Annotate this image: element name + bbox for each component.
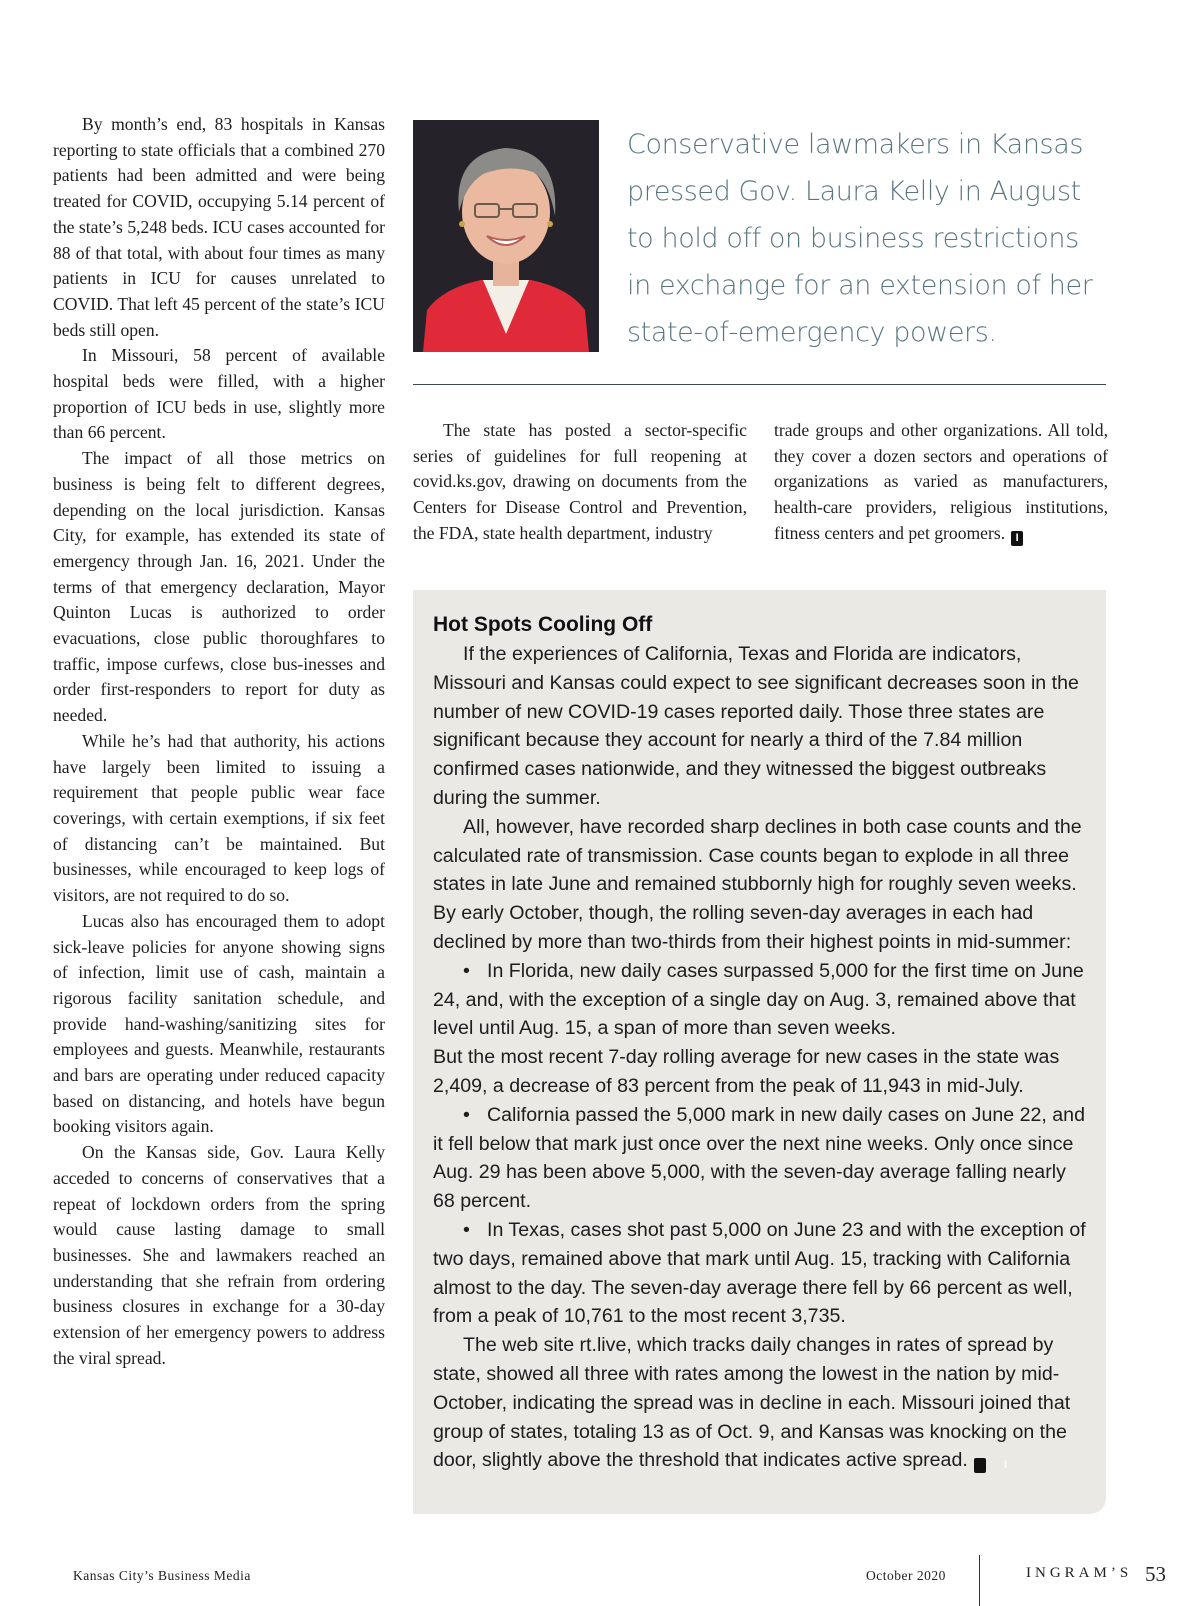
footer-issue-date: October 2020: [866, 1568, 946, 1583]
bullet-icon: •: [463, 1218, 470, 1241]
article-paragraph: Lucas also has encouraged them to adopt sick-leave policies for anyone showing signs of infection, limit use of cash, maintain a rigorous facility sanitation schedule, and provide hand-washing/sanitizing sites for employees and guests. Meanwhile, restaurants and bars are operating under reduced capacity based on distancing, and hotels have begun booking visitors again.: [53, 910, 385, 1137]
bullet-icon: •: [463, 959, 470, 982]
sidebar-paragraph-text: The web site rt.live, which tracks daily changes in rates of spread by state, showed all three with rates among the lowest in the nation by mid-October, indicating the spread was in decline in each. Missouri joined that group of states, totaling 13 as of Oct. 9, and Kansas was knocking on the door, slightly above the threshold that indicates active spread.: [433, 1334, 1071, 1472]
sidebar-title: Hot Spots Cooling Off: [433, 613, 653, 636]
sidebar-bullet-item: [433, 1101, 1086, 1216]
bullet-icon: •: [463, 1103, 470, 1126]
article-paragraph: While he’s had that authority, his actions have largely been limited to issuing a requirement that people public wear face coverings, with certain exemptions, if six feet of distancing can’t be maintained. But businesses, while encouraged to keep logs of visitors, are not required to do so.: [53, 730, 385, 906]
article-paragraph: [774, 418, 1108, 547]
left-article-column: [53, 112, 385, 1371]
section-divider: [413, 384, 1106, 385]
bullet-text: In Texas, cases shot past 5,000 on June 23 and with the exception of two days, remained above that mark until Aug. 15, tracking with California almost to the day. The seven-day average there fell by 66 percent as well, from a peak of 10,761 to the most recent 3,735.: [433, 1218, 1086, 1328]
middle-column-left: [413, 418, 747, 547]
footer-divider: [979, 1555, 980, 1606]
governor-portrait-photo: [413, 120, 599, 352]
article-paragraph: On the Kansas side, Gov. Laura Kelly acceded to concerns of conservatives that a repeat of lockdown orders from the spring would cause lasting damage to small businesses. She and lawmakers reached an understanding that she refrain from ordering business closures in exchange for a 30-day extension of her emergency powers to address the viral spread.: [53, 1142, 385, 1368]
sidebar-bullet-item: [433, 1216, 1086, 1331]
article-paragraph-text: trade groups and other organizations. All told, they cover a dozen sectors and operations of organizations as varied as manufacturers, health-care providers, religious institutions, fitness centers and pet groomers.: [774, 420, 1108, 543]
end-of-story-mark: I: [974, 1458, 986, 1473]
end-of-story-mark: I: [1011, 531, 1023, 546]
sidebar-paragraph: But the most recent 7-day rolling average for new cases in the state was 2,409, a decrease of 83 percent from the peak of 11,943 in mid-July.: [433, 1046, 1060, 1097]
footer-magazine-name: INGRAM’S: [1026, 1565, 1133, 1581]
article-paragraph: By month’s end, 83 hospitals in Kansas reporting to state officials that a combined 270 patients had been admitted and were being treated for COVID, occupying 5.14 percent of the state’s 5,248 beds. ICU cases accounted for 88 of that total, with about four times as many patients in ICU for causes unrelated to COVID. That left 45 percent of the state’s ICU beds still open.: [53, 114, 385, 340]
portrait-illustration: [413, 120, 599, 352]
article-paragraph: The state has posted a sector-specific series of guidelines for full reopening at covid.ks.gov, drawing on documents from the Centers for Disease Control and Prevention, the FDA, state health department, industry: [413, 420, 747, 543]
sidebar-box: [413, 590, 1106, 1514]
sidebar-paragraph: All, however, have recorded sharp declines in both case counts and the calculated rate of transmission. Case counts began to explode in all three states in late June and remained stubbornly high for roughly seven weeks. By early October, though, the rolling seven-day averages in each had declined by more than two-thirds from their highest points in mid-summer:: [433, 815, 1082, 953]
footer-page-number: 53: [1145, 1562, 1166, 1586]
footer-publication-tagline: Kansas City’s Business Media: [73, 1568, 251, 1583]
article-paragraph: In Missouri, 58 percent of available hospital beds were filled, with a higher proportion of ICU beds in use, slightly more than 66 percent.: [53, 345, 385, 443]
sidebar-paragraph: If the experiences of California, Texas and Florida are indicators, Missouri and Kansas could expect to see significant decreases soon in the number of new COVID-19 cases reported daily. Those three states are significant because they account for nearly a third of the 7.84 million confirmed cases nationwide, and they witnessed the biggest outbreaks during the summer.: [433, 643, 1079, 809]
article-paragraph: The impact of all those metrics on business is being felt to different degrees, depending on the local jurisdiction. Kansas City, for example, has extended its state of emergency through Jan. 16, 2021. Under the terms of that emergency declaration, Mayor Quinton Lucas is authorized to order evacuations, close public thoroughfares to traffic, impose curfews, close bus-inesses and order first-responders to report for duty as needed.: [53, 448, 385, 726]
sidebar-bullet-item: [433, 957, 1086, 1043]
bullet-text: In Florida, new daily cases surpassed 5,000 for the first time on June 24, and, with the exception of a single day on Aug. 3, remained above that level until Aug. 15, a span of more than seven weeks.: [433, 959, 1084, 1040]
sidebar-paragraph: [433, 1331, 1086, 1475]
pull-quote: Conservative lawmakers in Kansas pressed Gov. Laura Kelly in August to hold off on business restrictions in exchange for an extension of her state-of-emergency powers.: [627, 129, 1093, 348]
bullet-text: California passed the 5,000 mark in new daily cases on June 22, and it fell below that mark just once over the next nine weeks. Only once since Aug. 29 has been above 5,000, with the seven-day average falling nearly 68 percent.: [433, 1103, 1085, 1213]
middle-column-right: [774, 418, 1108, 547]
